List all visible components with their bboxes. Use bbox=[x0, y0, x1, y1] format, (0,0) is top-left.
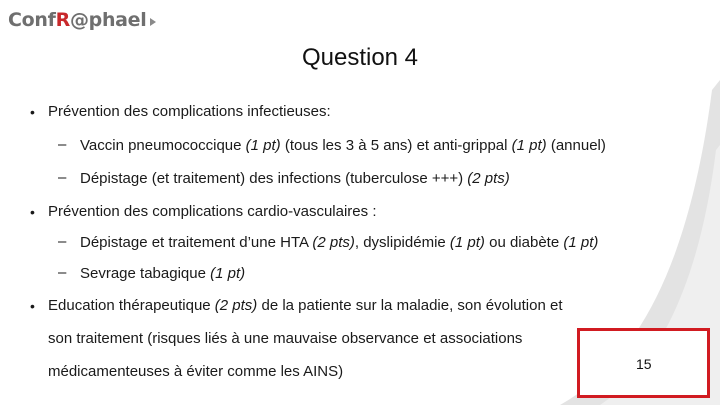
sub-item-tabac: Sevrage tabagique (1 pt) bbox=[80, 265, 246, 282]
dash-icon: – bbox=[58, 264, 67, 281]
logo-text: ConfR@phael bbox=[8, 9, 147, 31]
list-item-education-line3: médicamenteuses à éviter comme les AINS) bbox=[48, 363, 344, 380]
sub-item-vaccin: Vaccin pneumococcique (1 pt) (tous les 3 à 5 ans) et anti-grippal (1 pt) (annuel) bbox=[80, 137, 606, 154]
list-item-infections: Prévention des complications infectieuses: bbox=[48, 103, 331, 120]
confraphael-logo bbox=[8, 7, 156, 33]
sub-item-depistage-infections: Dépistage (et traitement) des infections (tuberculose +++) (2 pts) bbox=[80, 170, 510, 187]
dash-icon: – bbox=[58, 233, 67, 250]
dash-icon: – bbox=[58, 169, 67, 186]
list-item-education-line2: son traitement (risques liés à une mauvaise observance et associations bbox=[48, 330, 523, 347]
slide-title: Question 4 bbox=[301, 44, 419, 71]
sub-item-hta: Dépistage et traitement d’une HTA (2 pts), dyslipidémie (1 pt) ou diabète (1 pt) bbox=[80, 234, 599, 251]
dash-icon: – bbox=[58, 136, 67, 153]
bullet-icon: • bbox=[30, 104, 35, 120]
list-item-education: Education thérapeutique (2 pts) de la patiente sur la maladie, son évolution et bbox=[48, 297, 563, 314]
page-number: 15 bbox=[636, 356, 652, 372]
list-item-cardio: Prévention des complications cardio-vasculaires : bbox=[48, 203, 377, 220]
bullet-icon: • bbox=[30, 204, 35, 220]
logo-arrow-icon bbox=[150, 18, 156, 26]
bullet-icon: • bbox=[30, 298, 35, 314]
